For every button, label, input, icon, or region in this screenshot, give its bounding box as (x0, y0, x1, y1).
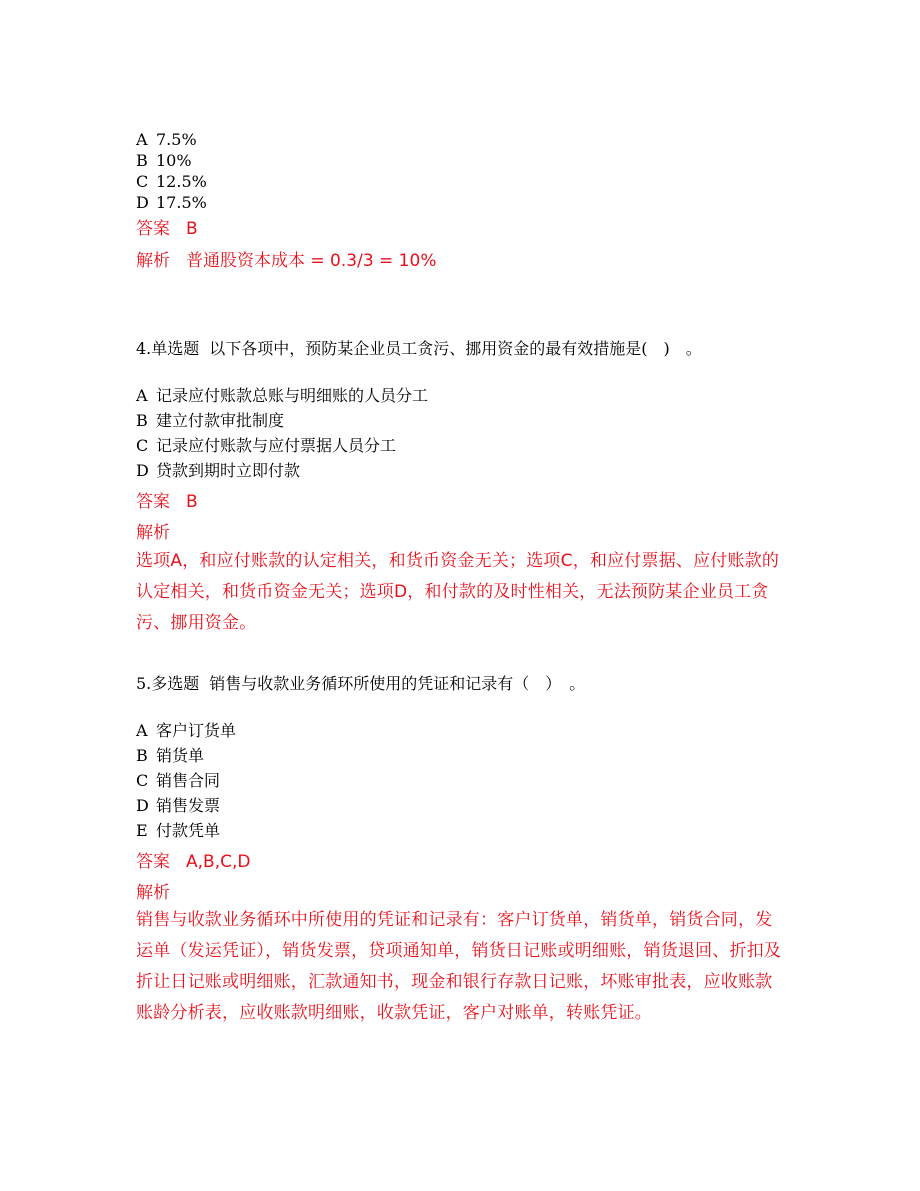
q3-answer (136, 217, 198, 241)
q5-option-d (136, 796, 220, 816)
q5-option-key: D (136, 796, 149, 815)
q3-option-b (136, 151, 192, 171)
q4-explanation-label: 解析 (136, 523, 170, 543)
q3-option-key: C (136, 172, 149, 191)
answer-value: B (186, 492, 198, 512)
q3-explanation (136, 249, 436, 273)
q3-option-c (136, 172, 207, 192)
q5-question (136, 673, 585, 695)
q3-option-d (136, 193, 207, 213)
q5-explanation-text: 销售与收款业务循环中所使用的凭证和记录有：客户订货单，销货单，销货合同，发运单（发运凭证），销货发票，贷项通知单，销货日记账或明细账，销货退回、折扣及折让日记账或明细账，汇款通知书，现金和银行存款日记账，坏账审批表，应收账款账龄分析表，应收账款明细账，收款凭证，客户对账单，转账凭证。 (136, 910, 782, 1023)
q4-option-a (136, 386, 428, 406)
q5-option-text: 销售合同 (156, 771, 221, 790)
answer-label: 答案 (136, 852, 170, 872)
question-type: 多选题 (151, 674, 200, 693)
q5-option-c (136, 771, 220, 791)
answer-value: B (186, 219, 198, 239)
q3-option-key: D (136, 193, 149, 212)
answer-label: 答案 (136, 219, 170, 239)
q4-option-key: C (136, 436, 149, 455)
q3-option-key: B (136, 151, 148, 170)
q3-option-text: 12.5% (156, 172, 207, 191)
q3-option-text: 17.5% (156, 193, 207, 212)
q4-option-text: 记录应付账款总账与明细账的人员分工 (156, 386, 429, 405)
q4-option-text: 建立付款审批制度 (156, 411, 285, 430)
q5-option-key: E (136, 821, 148, 840)
question-text: 销售与收款业务循环所使用的凭证和记录有（ ） 。 (209, 674, 586, 693)
q4-option-c (136, 436, 396, 456)
q4-option-b (136, 411, 284, 431)
answer-label: 答案 (136, 492, 170, 512)
explanation-text: 普通股资本成本 = 0.3/3 = 10% (186, 251, 437, 271)
q5-option-text: 客户订货单 (156, 721, 237, 740)
question-number: 5. (136, 674, 152, 693)
q4-explanation-text: 选项A，和应付账款的认定相关，和货币资金无关；选项C，和应付票据、应付账款的认定相关，和货币资金无关；选项D，和付款的及时性相关，无法预防某企业员工贪污、挪用资金。 (136, 551, 780, 633)
q3-option-a (136, 130, 197, 150)
q3-option-text: 10% (156, 151, 192, 170)
q4-option-key: A (136, 386, 148, 405)
q5-option-key: A (136, 721, 148, 740)
q4-answer (136, 490, 198, 514)
q4-option-key: B (136, 411, 148, 430)
q5-option-text: 销货单 (156, 746, 205, 765)
question-type: 单选题 (151, 339, 200, 358)
q4-question (136, 338, 702, 360)
q5-option-text: 付款凭单 (156, 821, 221, 840)
q5-option-key: B (136, 746, 148, 765)
q4-option-text: 贷款到期时立即付款 (156, 461, 301, 480)
q4-option-text: 记录应付账款与应付票据人员分工 (156, 436, 397, 455)
q5-option-a (136, 721, 236, 741)
q5-option-text: 销售发票 (156, 796, 221, 815)
q5-explanation-label: 解析 (136, 883, 170, 903)
question-text: 以下各项中，预防某企业员工贪污、挪用资金的最有效措施是( ) 。 (209, 339, 702, 358)
q3-option-key: A (136, 130, 148, 149)
q5-option-e (136, 821, 220, 841)
q5-answer (136, 850, 250, 874)
q3-option-text: 7.5% (156, 130, 197, 149)
answer-value: A,B,C,D (186, 852, 251, 872)
q4-option-d (136, 461, 300, 481)
question-number: 4. (136, 339, 152, 358)
q4-option-key: D (136, 461, 149, 480)
q5-option-key: C (136, 771, 149, 790)
q5-option-b (136, 746, 204, 766)
explanation-label: 解析 (136, 251, 170, 271)
